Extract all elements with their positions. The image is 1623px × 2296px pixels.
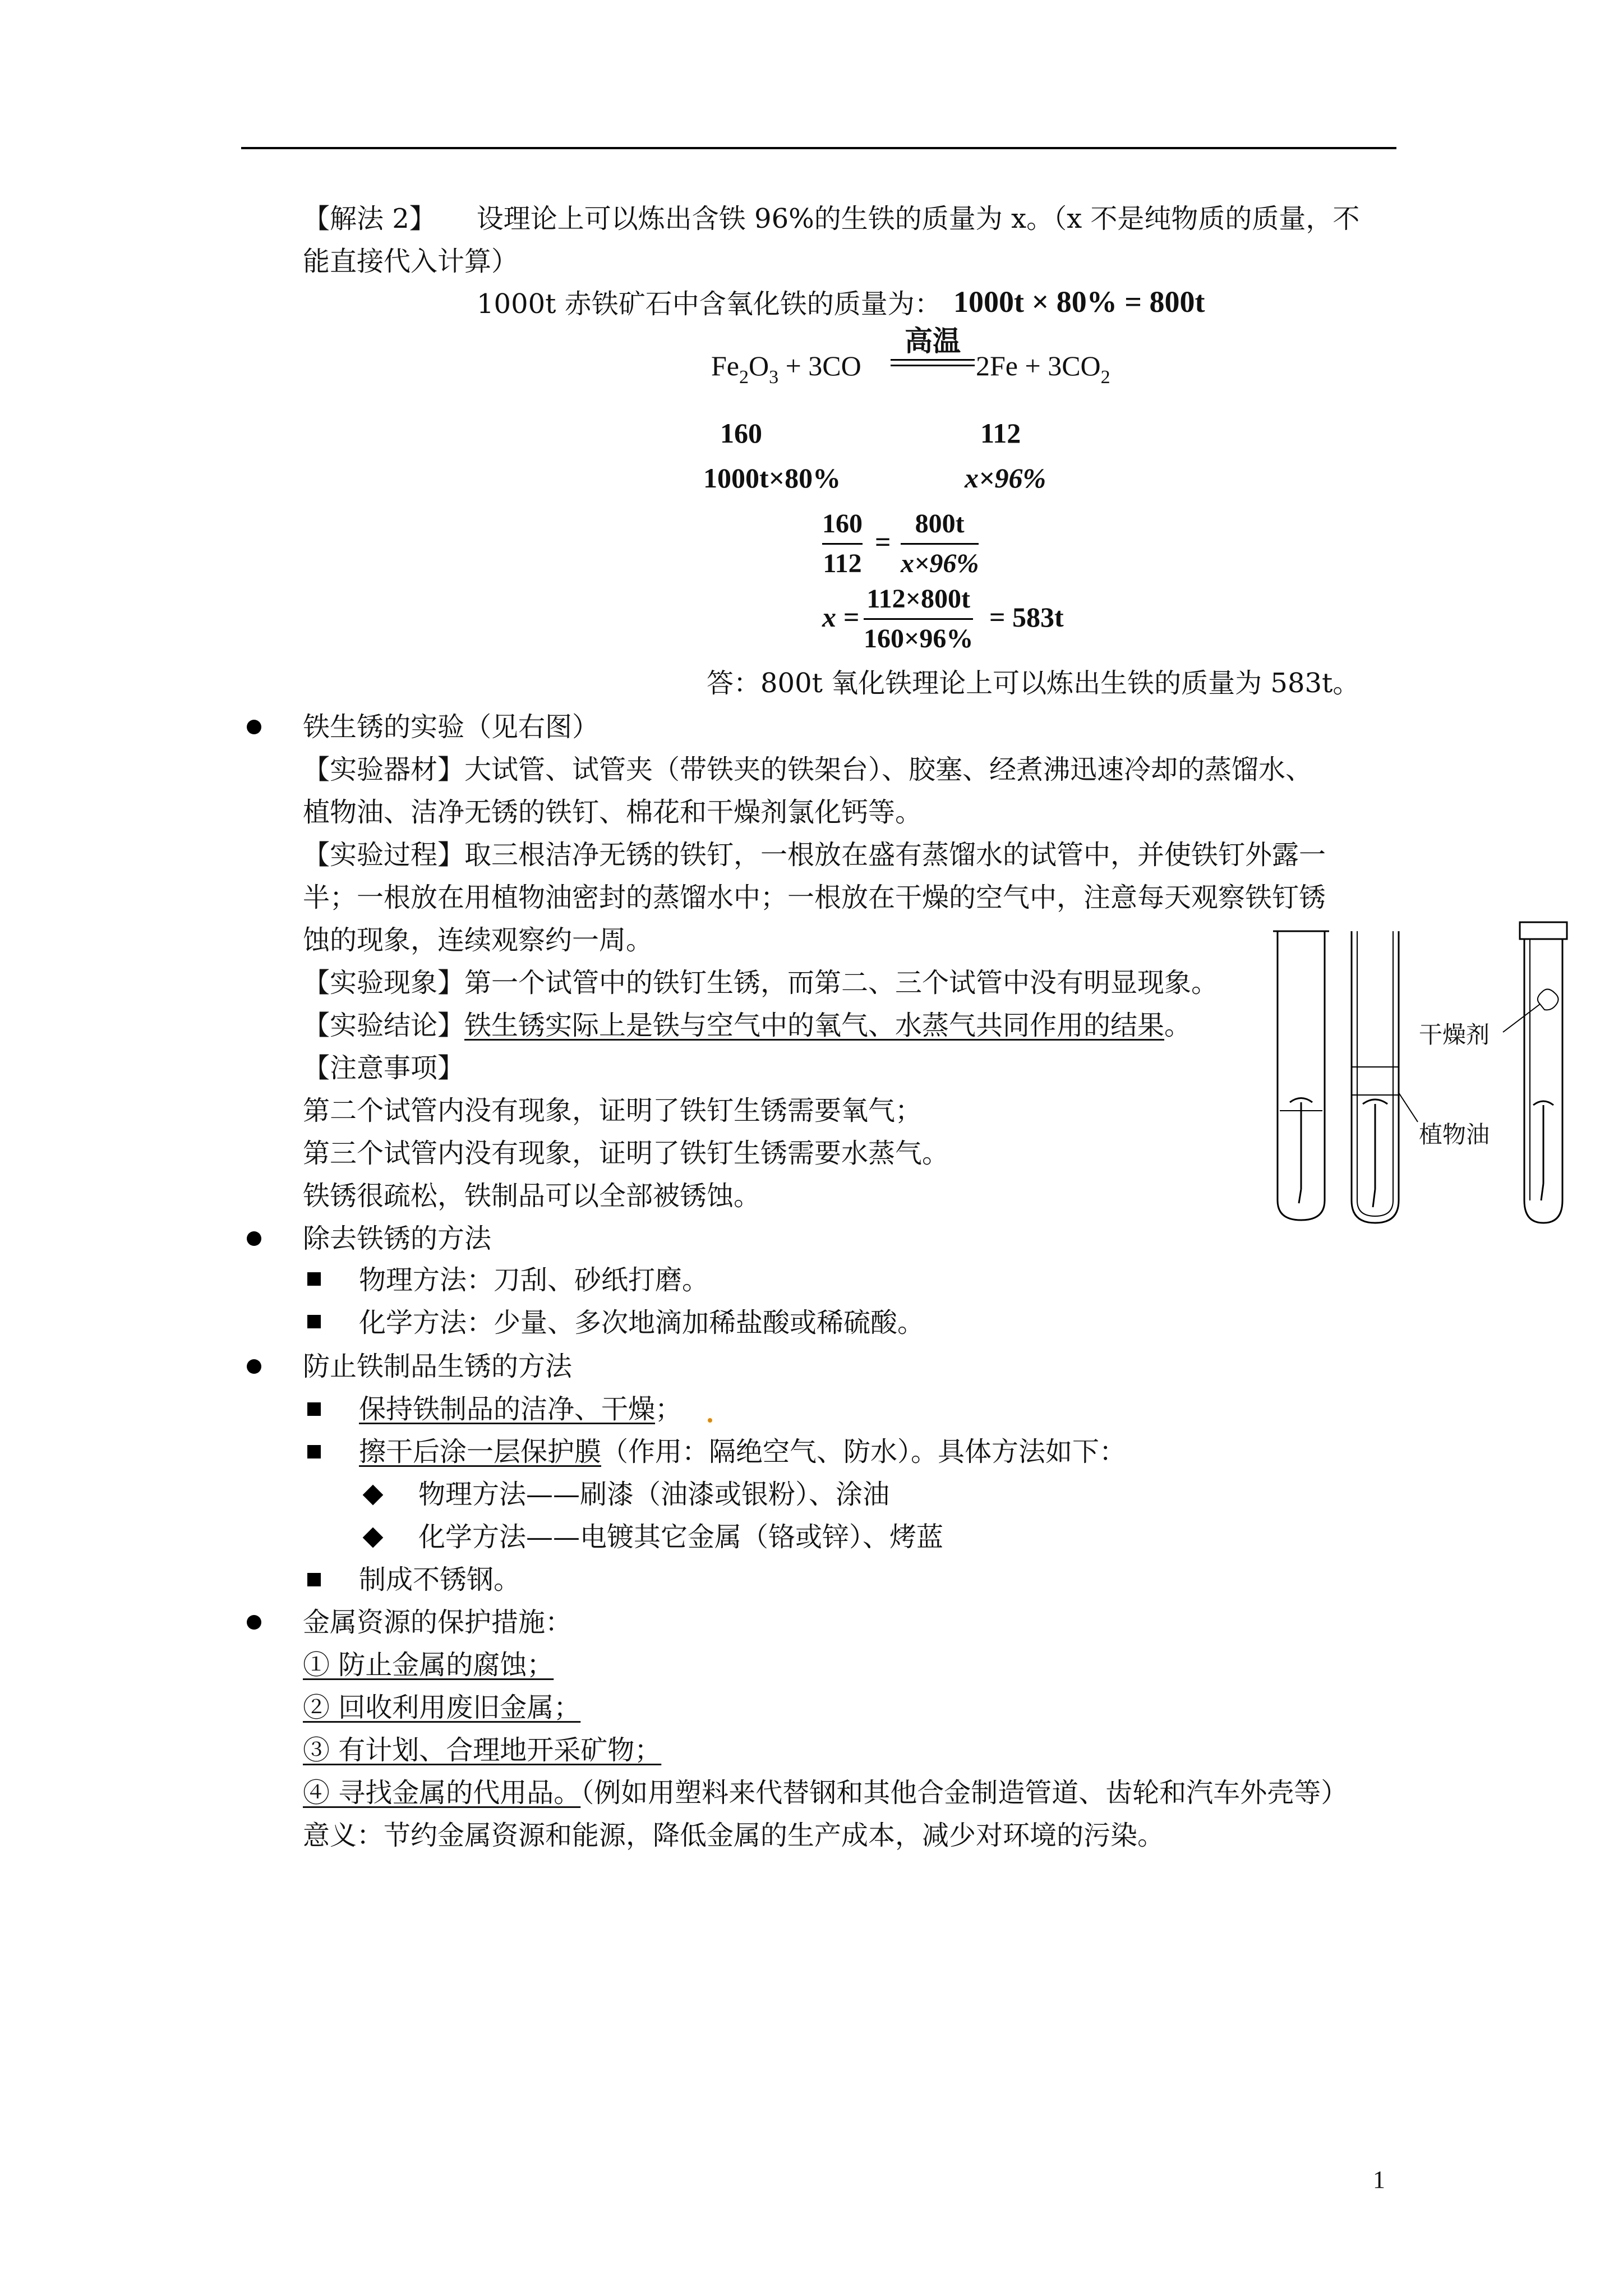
protection-measure-2: ② 回收利用废旧金属； xyxy=(303,1692,581,1723)
x-fraction: 112×800t 160×96% xyxy=(864,584,974,654)
bullet-icon xyxy=(247,1615,261,1630)
notes-title: 【注意事项】 xyxy=(303,1052,465,1084)
reaction-line-bottom xyxy=(891,365,975,366)
rubber-stopper xyxy=(1520,922,1567,939)
remove-rust-item-2: 化学方法：少量、多次地滴加稀盐酸或稀硫酸。 xyxy=(359,1307,925,1338)
reaction-condition: 高温 xyxy=(905,325,961,357)
test-tube-figure xyxy=(1267,920,1581,1234)
ratio-fraction-right: 800t x×96% xyxy=(901,509,979,578)
rust-experiment-title: 铁生锈的实验（见右图） xyxy=(303,711,600,743)
diamond-bullet-icon xyxy=(363,1485,384,1506)
materials-line-1: 【实验器材】大试管、试管夹（带铁夹的铁架台）、胶塞、经煮沸迅速冷却的蒸馏水、 xyxy=(303,754,1313,785)
materials-line-2: 植物油、洁净无锈的铁钉、棉花和干燥剂氯化钙等。 xyxy=(303,797,923,828)
test-tube-2 xyxy=(1352,931,1418,1223)
solution-line-1: 【解法 2】 设理论上可以炼出含铁 96%的生铁的质量为 x。（x 不是纯物质的质量，不 xyxy=(303,203,1360,234)
prevent-rust-item-3: 制成不锈钢。 xyxy=(359,1564,521,1595)
quantity-right: x×96% xyxy=(965,462,1046,494)
protection-measure-1: ① 防止金属的腐蚀； xyxy=(303,1649,554,1681)
remove-rust-item-1: 物理方法：刀刮、砂纸打磨。 xyxy=(359,1264,709,1296)
molar-mass-left: 160 xyxy=(720,417,762,449)
reaction-equation-left: $Fe_2O_3 + 3CO$ xyxy=(711,350,861,388)
label-desiccant: 干燥剂 xyxy=(1419,1021,1490,1048)
note-1: 第二个试管内没有现象，证明了铁钉生锈需要氧气； xyxy=(303,1095,923,1126)
square-bullet-icon xyxy=(307,1573,321,1586)
square-bullet-icon xyxy=(307,1445,321,1458)
square-bullet-icon xyxy=(307,1272,321,1286)
reaction-equation-right: $2Fe + 3CO_2$ xyxy=(976,350,1110,388)
solution-line-3-text: 1000t 赤铁矿石中含氧化铁的质量为： xyxy=(477,288,942,320)
page-number: 1 xyxy=(1373,2166,1385,2193)
label-vegetable-oil: 植物油 xyxy=(1419,1121,1490,1148)
reaction-line-top xyxy=(891,359,975,361)
oil-layer xyxy=(1352,1067,1399,1095)
ratio-fraction-left: 160 112 xyxy=(822,509,863,578)
phenomenon-line: 【实验现象】第一个试管中的铁钉生锈，而第二、三个试管中没有明显现象。 xyxy=(303,967,1219,999)
process-line-2: 半；一根放在用植物油密封的蒸馏水中；一根放在干燥的空气中，注意每天观察铁钉锈 xyxy=(303,882,1326,913)
test-tube-1 xyxy=(1273,931,1329,1220)
prevent-rust-sub-1: 物理方法——刷漆（油漆或银粉）、涂油 xyxy=(418,1479,890,1510)
process-line-1: 【实验过程】取三根洁净无锈的铁钉，一根放在盛有蒸馏水的试管中，并使铁钉外露一 xyxy=(303,839,1326,871)
diamond-bullet-icon xyxy=(363,1527,384,1548)
solution-line-3-math: 1000t × 80% = 800t xyxy=(953,285,1205,319)
protection-title: 金属资源的保护措施： xyxy=(303,1607,573,1638)
test-tube-3 xyxy=(1503,922,1567,1223)
protection-measure-3: ③ 有计划、合理地开采矿物； xyxy=(303,1734,662,1766)
square-bullet-icon xyxy=(307,1315,321,1328)
nail-head-3 xyxy=(1533,1101,1553,1105)
header-rule xyxy=(241,147,1396,149)
protection-measure-4: ④ 寻找金属的代用品。（例如用塑料来代替钢和其他合金制造管道、齿轮和汽车外壳等） xyxy=(303,1777,1348,1809)
ratio-equals: = xyxy=(875,526,891,558)
quantity-left: 1000t×80% xyxy=(703,462,841,494)
molar-mass-right: 112 xyxy=(980,417,1021,449)
process-line-3: 蚀的现象，连续观察约一周。 xyxy=(303,924,653,956)
bullet-icon xyxy=(247,1359,261,1374)
bullet-icon xyxy=(247,1231,261,1246)
remove-rust-title: 除去铁锈的方法 xyxy=(303,1223,492,1254)
desiccant-cotton xyxy=(1538,989,1559,1010)
prevent-rust-item-1: 保持铁制品的洁净、干燥； xyxy=(359,1393,683,1425)
x-result: = 583t xyxy=(989,601,1064,633)
stray-dot xyxy=(708,1418,712,1423)
prevent-rust-sub-2: 化学方法——电镀其它金属（铬或锌）、烤蓝 xyxy=(418,1521,944,1553)
conclusion-line: 【实验结论】铁生锈实际上是铁与空气中的氧气、水蒸气共同作用的结果。 xyxy=(303,1010,1192,1041)
bullet-icon xyxy=(247,720,261,734)
square-bullet-icon xyxy=(307,1402,321,1416)
protection-meaning: 意义：节约金属资源和能源，降低金属的生产成本，减少对环境的污染。 xyxy=(303,1820,1165,1851)
nail-head-1 xyxy=(1290,1098,1312,1103)
prevent-rust-item-2: 擦干后涂一层保护膜（作用：隔绝空气、防水）。具体方法如下： xyxy=(359,1436,1127,1467)
note-2: 第三个试管内没有现象，证明了铁钉生锈需要水蒸气。 xyxy=(303,1138,949,1169)
x-label: x = xyxy=(822,601,859,633)
note-3: 铁锈很疏松，铁制品可以全部被锈蚀。 xyxy=(303,1180,761,1212)
solution-line-2: 能直接代入计算） xyxy=(303,246,519,277)
nail-head-2 xyxy=(1363,1099,1387,1104)
prevent-rust-title: 防止铁制品生锈的方法 xyxy=(303,1351,573,1382)
solution-answer: 答：800t 氧化铁理论上可以炼出生铁的质量为 583t。 xyxy=(707,668,1360,699)
